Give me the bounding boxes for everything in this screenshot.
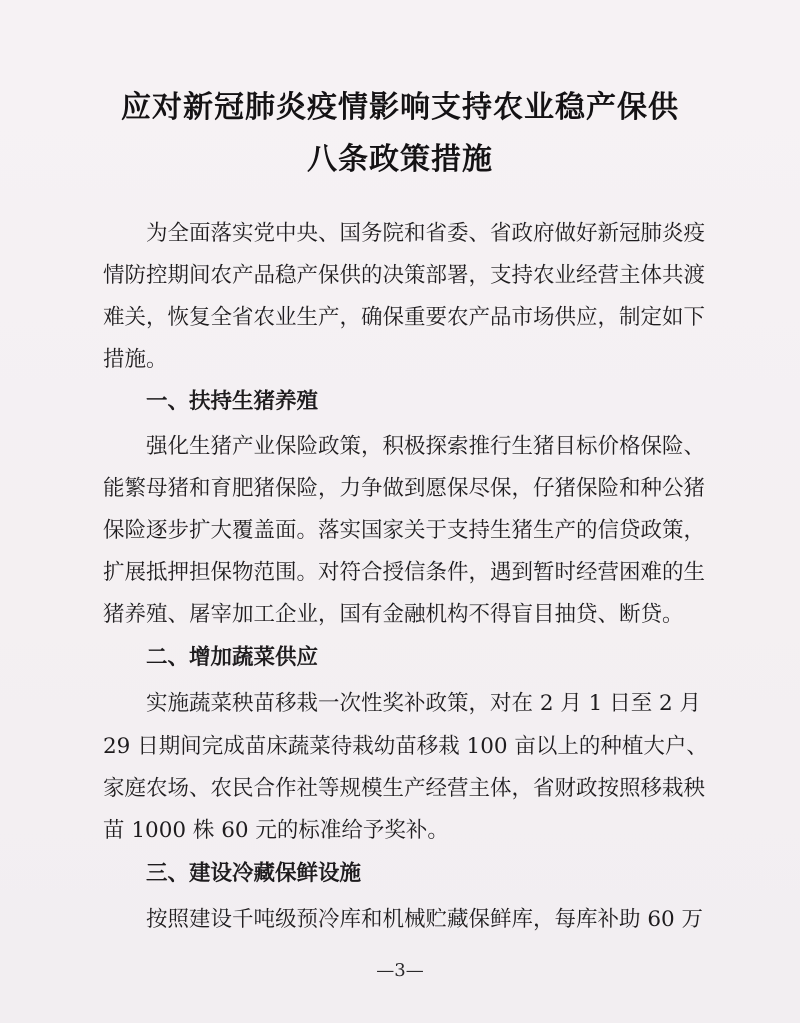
body-line: 29 日期间完成苗床蔬菜待栽幼苗移栽 100 亩以上的种植大户、: [103, 734, 708, 759]
body-line: 扩展抵押担保物范围。对符合授信条件，遇到暂时经营困难的生: [103, 560, 706, 585]
body-line: 能繁母猪和育肥猪保险，力争做到愿保尽保，仔猪保险和种公猪: [103, 476, 706, 501]
page-number: —3—: [376, 960, 424, 981]
section-heading-1: 一、扶持生猪养殖: [103, 389, 319, 414]
document-title-line-2: 八条政策措施: [307, 142, 493, 177]
document-title-line-1: 应对新冠肺炎疫情影响支持农业稳产保供: [121, 90, 679, 125]
section-heading-3: 三、建设冷藏保鲜设施: [103, 861, 362, 886]
body-line: 为全面落实党中央、国务院和省委、省政府做好新冠肺炎疫: [103, 221, 706, 246]
body-line: 措施。: [103, 347, 168, 372]
body-line: 强化生猪产业保险政策，积极探索推行生猪目标价格保险、: [103, 434, 706, 459]
body-line: 苗 1000 株 60 元的标准给予奖补。: [103, 818, 449, 843]
section-heading-2: 二、增加蔬菜供应: [103, 645, 319, 670]
body-line: 按照建设千吨级预冷库和机械贮藏保鲜库，每库补助 60 万: [103, 907, 704, 932]
body-line: 情防控期间农产品稳产保供的决策部署，支持农业经营主体共渡: [103, 263, 706, 288]
body-line: 保险逐步扩大覆盖面。落实国家关于支持生猪生产的信贷政策，: [103, 518, 706, 543]
body-line: 实施蔬菜秧苗移栽一次性奖补政策，对在 2 月 1 日至 2 月: [103, 691, 702, 716]
body-line: 猪养殖、屠宰加工企业，国有金融机构不得盲目抽贷、断贷。: [103, 602, 684, 627]
body-line: 难关，恢复全省农业生产，确保重要农产品市场供应，制定如下: [103, 305, 706, 330]
body-line: 家庭农场、农民合作社等规模生产经营主体，省财政按照移栽秧: [103, 776, 706, 801]
